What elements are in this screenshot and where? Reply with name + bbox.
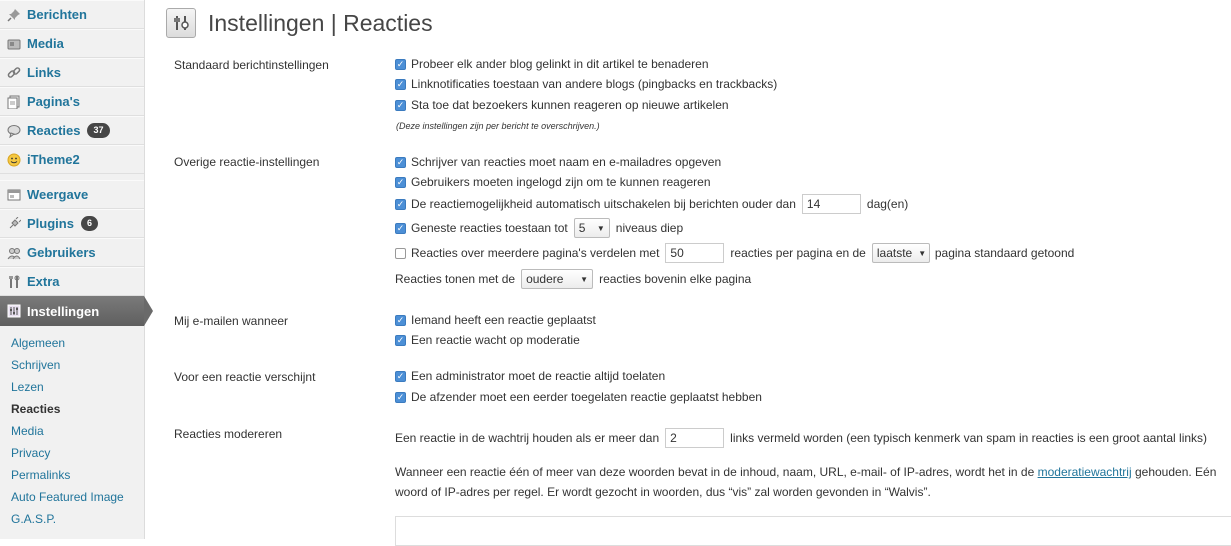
option-label: Geneste reacties toestaan tot (411, 221, 568, 235)
checkbox-checked[interactable]: ✓ (396, 99, 405, 110)
option-label: Sta toe dat bezoekers kunnen reageren op nieuwe artikelen (411, 98, 729, 112)
checkbox-checked[interactable]: ✓ (396, 198, 405, 209)
option-paginate-comments[interactable] (395, 243, 1074, 263)
option-attempt-notify[interactable] (395, 57, 709, 71)
option-require-login[interactable] (395, 175, 711, 189)
submenu-media[interactable]: Media (11, 424, 44, 438)
option-admin-approve[interactable] (395, 369, 665, 383)
moderation-keys-textarea[interactable] (395, 516, 1231, 546)
menu-item-extra[interactable] (0, 267, 144, 296)
option-suffix: pagina standaard getoond (934, 246, 1075, 260)
plugins-icon (6, 216, 22, 232)
default-page-select[interactable] (872, 243, 930, 263)
checkbox-checked[interactable]: ✓ (396, 370, 405, 381)
menu-item-weergave[interactable] (0, 180, 144, 209)
select-value: laatste (876, 246, 913, 260)
link-icon (6, 65, 22, 81)
moderation-queue-link[interactable]: moderatiewachtrij (1037, 465, 1132, 479)
checkbox-checked[interactable]: ✓ (396, 176, 405, 187)
option-label: Probeer elk ander blog gelinkt in dit artikel te benaderen (411, 57, 709, 71)
smiley-icon (6, 152, 22, 168)
option-label: Gebruikers moeten ingelogd zijn om te kunnen reageren (411, 175, 711, 189)
menu-item-label: Plugins (27, 216, 74, 231)
option-threaded-comments[interactable] (395, 218, 683, 238)
before-comment-label: Voor een reactie verschijnt (174, 370, 316, 384)
checkbox-checked[interactable]: ✓ (396, 334, 405, 345)
comment-order-select[interactable] (521, 269, 593, 289)
option-label: Reacties tonen met de (395, 272, 516, 286)
option-label: Iemand heeft een reactie geplaatst (411, 313, 596, 327)
menu-item-label: Pagina's (27, 94, 80, 109)
settings-icon (6, 303, 22, 319)
pages-icon (6, 94, 22, 110)
submenu-privacy[interactable]: Privacy (11, 446, 51, 460)
submenu-schrijven[interactable]: Schrijven (11, 358, 61, 372)
checkbox-checked[interactable]: ✓ (396, 222, 405, 233)
plugins-count-badge: 6 (81, 216, 98, 231)
users-icon (6, 245, 22, 261)
option-allow-comments[interactable] (395, 98, 729, 112)
admin-sidebar (0, 0, 145, 539)
menu-item-label: Gebruikers (27, 245, 96, 260)
dropdown-arrow-icon: ▼ (596, 223, 605, 233)
checkbox-checked[interactable]: ✓ (396, 391, 405, 402)
option-suffix: dag(en) (866, 197, 909, 211)
page-title: Instellingen | Reacties (208, 9, 433, 36)
menu-item-plugins[interactable] (0, 209, 144, 238)
submenu-gasp[interactable]: G.A.S.P. (11, 512, 57, 526)
media-icon (6, 36, 22, 52)
menu-item-media[interactable] (0, 29, 144, 58)
default-settings-note: (Deze instellingen zijn per bericht te overschrijven.) (396, 121, 600, 131)
thread-depth-select[interactable] (574, 218, 610, 238)
appearance-icon (6, 187, 22, 203)
option-label: De reactiemogelijkheid automatisch uitschakelen bij berichten ouder dan (411, 197, 796, 211)
option-suffix: links vermeld worden (een typisch kenmerk van spam in reacties is een groot aantal links) (730, 431, 1208, 445)
menu-item-label: Extra (27, 274, 60, 289)
menu-item-itheme2[interactable] (0, 145, 144, 174)
tools-icon (6, 274, 22, 290)
page-header (166, 8, 433, 38)
email-settings-label: Mij e-mailen wanneer (174, 314, 289, 328)
comments-count-badge: 37 (87, 123, 109, 138)
option-label: Een administrator moet de reactie altijd toelaten (411, 369, 666, 383)
menu-item-instellingen[interactable] (0, 296, 144, 326)
menu-item-berichten[interactable] (0, 0, 144, 29)
option-label: De afzender moet een eerder toegelaten reactie geplaatst hebben (411, 390, 762, 404)
submenu-permalinks[interactable]: Permalinks (11, 468, 71, 482)
menu-item-paginas[interactable] (0, 87, 144, 116)
menu-item-label: Media (27, 36, 64, 51)
option-email-on-comment[interactable] (395, 313, 596, 327)
option-label: Een reactie wacht op moderatie (411, 333, 580, 347)
dropdown-arrow-icon: ▼ (918, 248, 927, 258)
checkbox-checked[interactable]: ✓ (396, 314, 405, 325)
moderation-description (395, 462, 1231, 502)
moderation-text-after: gehouden. Eén woord of IP-adres per regel. Er wordt gezocht in woorden, dus “vis” zal worden gevonden in “Walvis”. (395, 465, 1217, 499)
option-suffix: reacties bovenin elke pagina (599, 272, 752, 286)
menu-item-label: Berichten (27, 7, 87, 22)
moderation-text-before: Wanneer een reactie één of meer van deze woorden bevat in de inhoud, naam, URL, e-mail- of IP-adres, wordt het in de (395, 465, 1035, 479)
option-hold-links (395, 428, 1207, 448)
comments-per-page-input[interactable] (665, 243, 724, 263)
dropdown-arrow-icon: ▼ (580, 274, 589, 284)
menu-item-reacties[interactable] (0, 116, 144, 145)
select-value: oudere (526, 272, 564, 286)
submenu-auto-featured-image[interactable]: Auto Featured Image (11, 490, 124, 504)
comments-icon (6, 123, 22, 139)
option-label: Schrijver van reacties moet naam en e-mailadres opgeven (411, 155, 722, 169)
option-close-comments[interactable] (395, 194, 908, 214)
default-settings-label: Standaard berichtinstellingen (174, 58, 329, 72)
option-suffix: niveaus diep (615, 221, 684, 235)
menu-item-gebruikers[interactable] (0, 238, 144, 267)
option-allow-pingbacks[interactable] (395, 77, 777, 91)
submenu-lezen[interactable]: Lezen (11, 380, 44, 394)
option-label: Linknotificaties toestaan van andere blogs (pingbacks en trackbacks) (411, 77, 778, 91)
main-content (145, 0, 1231, 539)
option-middle-text: reacties per pagina en de (730, 246, 866, 260)
checkbox-checked[interactable]: ✓ (396, 58, 405, 69)
checkbox-unchecked[interactable] (395, 248, 406, 259)
max-links-input[interactable] (665, 428, 724, 448)
other-settings-label: Overige reactie-instellingen (174, 155, 320, 169)
option-email-on-moderation[interactable] (395, 333, 580, 347)
menu-item-label: iTheme2 (27, 152, 80, 167)
select-value: 5 (578, 221, 586, 235)
checkbox-checked[interactable]: ✓ (396, 78, 405, 89)
settings-submenu (0, 326, 144, 530)
submenu-reacties[interactable]: Reacties (11, 402, 61, 416)
settings-page-icon (166, 8, 196, 38)
pushpin-icon (6, 7, 22, 23)
option-comment-order (395, 269, 751, 289)
close-days-input[interactable] (802, 194, 861, 214)
moderation-label: Reacties modereren (174, 427, 283, 441)
submenu-algemeen[interactable]: Algemeen (11, 336, 66, 350)
option-label: Een reactie in de wachtrij houden als er meer dan (395, 431, 660, 445)
menu-item-label: Reacties (27, 123, 81, 138)
menu-item-label: Instellingen (27, 303, 100, 319)
menu-item-label: Weergave (27, 187, 89, 202)
menu-item-links[interactable] (0, 58, 144, 87)
option-previous-approved[interactable] (395, 390, 762, 404)
checkbox-checked[interactable]: ✓ (396, 156, 405, 167)
option-label: Reacties over meerdere pagina's verdelen met (411, 246, 660, 260)
menu-item-label: Links (27, 65, 61, 80)
option-require-name-email[interactable] (395, 155, 721, 169)
